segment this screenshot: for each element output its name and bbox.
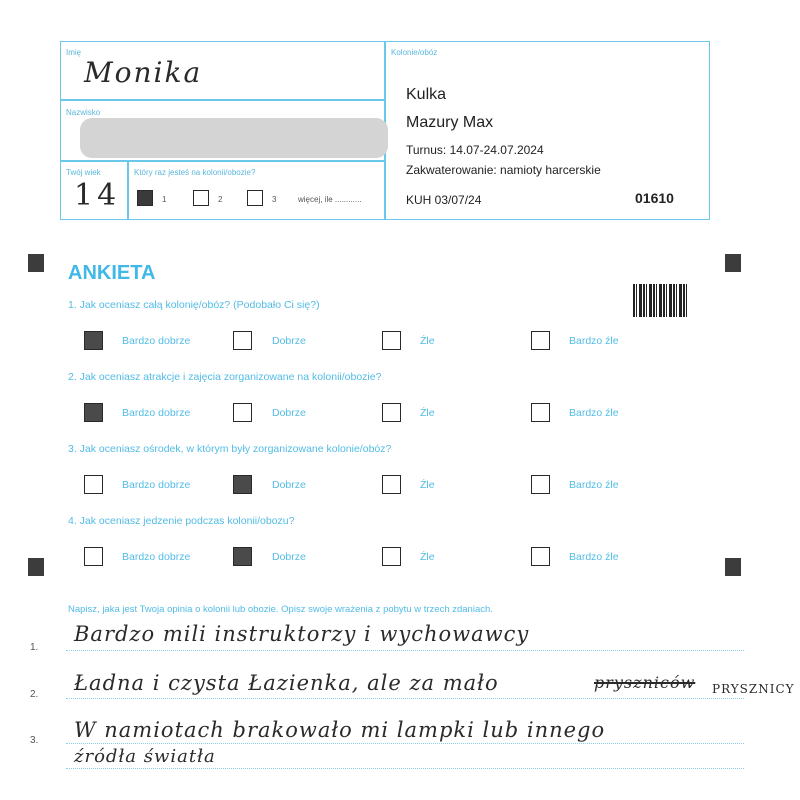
- times-option-checkbox[interactable]: [193, 190, 209, 206]
- header-col-divider: [127, 160, 129, 220]
- rating-checkbox[interactable]: [233, 475, 252, 494]
- times-option-label: 1: [162, 195, 167, 204]
- rating-label: Bardzo źle: [569, 335, 619, 347]
- rating-checkbox[interactable]: [531, 475, 550, 494]
- name-value[interactable]: Monika: [84, 56, 203, 89]
- answer-text[interactable]: Bardzo mili instruktorzy i wychowawcy: [74, 622, 530, 646]
- corner-marker: [28, 558, 44, 576]
- times-option-checkbox[interactable]: [137, 190, 153, 206]
- surname-redacted: [80, 118, 388, 158]
- rating-checkbox[interactable]: [84, 403, 103, 422]
- answer-correction: PRYSZNICY: [712, 682, 795, 696]
- answer-line: [66, 698, 744, 699]
- times-option-label: więcej, ile ............: [298, 195, 362, 204]
- rating-checkbox[interactable]: [84, 331, 103, 350]
- corner-marker: [725, 254, 741, 272]
- question-text: 1. Jak oceniasz całą kolonię/obóz? (Podobało Ci się?): [68, 299, 320, 311]
- header-row-divider: [60, 99, 385, 101]
- times-option-label: 2: [218, 195, 223, 204]
- rating-label: Bardzo źle: [569, 407, 619, 419]
- rating-label: Źle: [420, 551, 435, 563]
- turnus: Turnus: 14.07-24.07.2024: [406, 143, 544, 157]
- accommodation: Zakwaterowanie: namioty harcerskie: [406, 163, 601, 177]
- corner-marker: [725, 558, 741, 576]
- rating-checkbox[interactable]: [84, 547, 103, 566]
- question-text: 4. Jak oceniasz jedzenie podczas kolonii/obozu?: [68, 515, 295, 527]
- rating-checkbox[interactable]: [382, 331, 401, 350]
- times-label: Który raz jesteś na kolonii/obozie?: [134, 168, 256, 177]
- rating-checkbox[interactable]: [382, 403, 401, 422]
- answer-struck-word: pryszniców: [594, 673, 696, 692]
- rating-label: Bardzo dobrze: [122, 551, 191, 563]
- barcode: [633, 284, 688, 317]
- rating-label: Źle: [420, 407, 435, 419]
- age-label: Twój wiek: [66, 168, 101, 177]
- rating-checkbox[interactable]: [531, 547, 550, 566]
- times-option-checkbox[interactable]: [247, 190, 263, 206]
- question-text: 3. Jak oceniasz ośrodek, w którym były zorganizowane kolonie/obóz?: [68, 443, 392, 455]
- header-row-divider: [60, 160, 385, 162]
- answer-line: [66, 650, 744, 651]
- camp-code: KUH 03/07/24: [406, 193, 482, 207]
- answer-number: 1.: [30, 642, 39, 653]
- rating-checkbox[interactable]: [531, 403, 550, 422]
- camp-label: Kolonie/obóz: [391, 48, 438, 57]
- rating-label: Dobrze: [272, 335, 306, 347]
- opinion-prompt: Napisz, jaka jest Twoja opinia o kolonii lub obozie. Opisz swoje wrażenia z pobytu w trzech zdaniach.: [68, 604, 493, 615]
- rating-label: Dobrze: [272, 479, 306, 491]
- rating-label: Bardzo dobrze: [122, 407, 191, 419]
- answer-number: 3.: [30, 735, 39, 746]
- camp-name: Kulka: [406, 86, 447, 103]
- times-option-label: 3: [272, 195, 277, 204]
- rating-checkbox[interactable]: [382, 475, 401, 494]
- rating-checkbox[interactable]: [233, 331, 252, 350]
- rating-label: Dobrze: [272, 407, 306, 419]
- rating-checkbox[interactable]: [84, 475, 103, 494]
- answer-number: 2.: [30, 689, 39, 700]
- rating-label: Źle: [420, 479, 435, 491]
- rating-checkbox[interactable]: [382, 547, 401, 566]
- camp-subname: Mazury Max: [406, 114, 494, 131]
- name-label: Imię: [66, 48, 82, 57]
- rating-label: Dobrze: [272, 551, 306, 563]
- rating-label: Bardzo dobrze: [122, 479, 191, 491]
- rating-label: Bardzo dobrze: [122, 335, 191, 347]
- rating-checkbox[interactable]: [233, 547, 252, 566]
- corner-marker: [28, 254, 44, 272]
- answer-line: [66, 768, 744, 769]
- age-value[interactable]: 14: [74, 178, 121, 213]
- answer-continuation[interactable]: źródła światła: [74, 746, 216, 767]
- question-text: 2. Jak oceniasz atrakcje i zajęcia zorganizowane na kolonii/obozie?: [68, 371, 382, 383]
- answer-line: [66, 743, 744, 744]
- rating-checkbox[interactable]: [233, 403, 252, 422]
- survey-title: ANKIETA: [68, 262, 156, 284]
- form-number: 01610: [635, 190, 674, 206]
- rating-checkbox[interactable]: [531, 331, 550, 350]
- rating-label: Bardzo źle: [569, 551, 619, 563]
- rating-label: Bardzo źle: [569, 479, 619, 491]
- surname-label: Nazwisko: [66, 108, 101, 117]
- answer-text[interactable]: W namiotach brakowało mi lampki lub innego: [74, 718, 606, 742]
- answer-text[interactable]: Ładna i czysta Łazienka, ale za mało: [74, 671, 499, 695]
- rating-label: Źle: [420, 335, 435, 347]
